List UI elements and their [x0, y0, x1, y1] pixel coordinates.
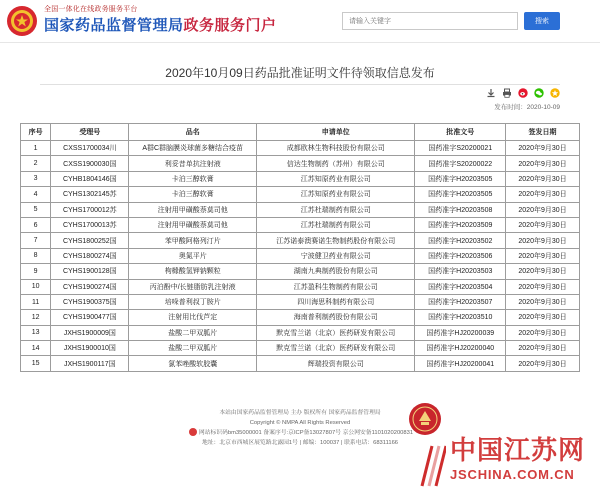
- cell-product-name: 氯苯唑酸软胶囊: [129, 356, 257, 371]
- weibo-icon[interactable]: [518, 88, 528, 98]
- cell-product-name: 注射用甲磺酸萘莫司他: [129, 217, 257, 232]
- table-row: [21, 248, 580, 263]
- cell-approval-no: 国药准字H20203503: [415, 264, 506, 279]
- cell-approval-no: 国药准字S20200021: [415, 141, 506, 156]
- platform-banner[interactable]: 全国一体化在线政务服务平台: [44, 6, 138, 13]
- publish-date: 发布时间：2020-10-09: [494, 104, 560, 111]
- table-row: [21, 156, 580, 171]
- watermark: [420, 430, 600, 497]
- cell-product-name: 培哚普利叔丁胺片: [129, 294, 257, 309]
- download-icon[interactable]: [486, 88, 496, 98]
- cell-product-name: 卡泊三醇软膏: [129, 171, 257, 186]
- cell-approval-no: 国药准字H20203506: [415, 248, 506, 263]
- table-row: [21, 279, 580, 294]
- table-header-row: [21, 124, 580, 141]
- search-bar: [342, 12, 560, 30]
- table-row: [21, 325, 580, 340]
- cell-acceptance-no: CYHS1900375国: [51, 294, 129, 309]
- site-title[interactable]: [44, 14, 277, 35]
- cell-index: 3: [21, 171, 51, 186]
- table-row: [21, 341, 580, 356]
- cell-acceptance-no: CYHS1900274国: [51, 279, 129, 294]
- cell-product-name: 卡泊三醇软膏: [129, 187, 257, 202]
- wechat-icon[interactable]: [534, 88, 544, 98]
- cell-acceptance-no: CXSS1700034川: [51, 141, 129, 156]
- qzone-icon[interactable]: [550, 88, 560, 98]
- cell-issue-date: 2020年9月30日: [506, 202, 580, 217]
- cell-index: 12: [21, 310, 51, 325]
- table-row: [21, 217, 580, 232]
- national-emblem-icon: [6, 5, 38, 37]
- cell-approval-no: 国药准字H20203510: [415, 310, 506, 325]
- header-approval-no: 批准文号: [415, 124, 506, 141]
- watermark-url: JSCHINA.COM.CN: [450, 467, 575, 482]
- cell-acceptance-no: CYHB1804146国: [51, 171, 129, 186]
- cell-applicant: 湖南九典制药股份有限公司: [257, 264, 415, 279]
- cell-acceptance-no: CYHS1900128国: [51, 264, 129, 279]
- cell-applicant: 江苏诺泰澳赛诺生物制药股份有限公司: [257, 233, 415, 248]
- table-row: [21, 264, 580, 279]
- approval-table: [20, 123, 580, 372]
- cell-acceptance-no: CYHS1900477国: [51, 310, 129, 325]
- watermark-text: 中国江苏网: [450, 435, 586, 465]
- cell-approval-no: 国药准字HJ20200040: [415, 341, 506, 356]
- cell-issue-date: 2020年9月30日: [506, 233, 580, 248]
- cell-approval-no: 国药准字H20203505: [415, 187, 506, 202]
- cell-applicant: 江苏知原药业有限公司: [257, 171, 415, 186]
- search-button[interactable]: 搜索: [524, 12, 560, 30]
- cell-issue-date: 2020年9月30日: [506, 341, 580, 356]
- article-tools: [486, 88, 560, 98]
- search-input[interactable]: [342, 12, 518, 30]
- cell-index: 1: [21, 141, 51, 156]
- cell-index: 8: [21, 248, 51, 263]
- cell-issue-date: 2020年9月30日: [506, 356, 580, 371]
- cell-approval-no: 国药准字H20203509: [415, 217, 506, 232]
- cell-acceptance-no: JXHS1900010国: [51, 341, 129, 356]
- table-row: [21, 171, 580, 186]
- cell-product-name: 注射用甲磺酸萘莫司他: [129, 202, 257, 217]
- cell-product-name: 苯甲酸阿格列汀片: [129, 233, 257, 248]
- header-index: 序号: [21, 124, 51, 141]
- cell-applicant: 辉瑞投资有限公司: [257, 356, 415, 371]
- footer-line-4: 地址：北京市西城区展览路北露园1号 | 邮编：100037 | 联系电话：68311166: [201, 440, 399, 446]
- approval-table-wrapper: [0, 123, 600, 372]
- cell-applicant: 江苏知原药业有限公司: [257, 187, 415, 202]
- cell-index: 10: [21, 279, 51, 294]
- footer-line-3-text: 网站标识码bm35000001 备案序号:京ICP备13027807号 京公网安备1101020200831: [198, 430, 414, 436]
- print-icon[interactable]: [502, 88, 512, 98]
- cell-index: 15: [21, 356, 51, 371]
- cell-issue-date: 2020年9月30日: [506, 187, 580, 202]
- cell-acceptance-no: CYHS1800274国: [51, 248, 129, 263]
- cell-applicant: 江苏杜瑞制药有限公司: [257, 217, 415, 232]
- cell-applicant: 默克雪兰诺（北京）医药研发有限公司: [257, 341, 415, 356]
- header-applicant: 申请单位: [257, 124, 415, 141]
- table-row: [21, 294, 580, 309]
- cell-applicant: 成都欧林生物科技股份有限公司: [257, 141, 415, 156]
- cell-applicant: 信达生物制药（苏州）有限公司: [257, 156, 415, 171]
- cell-product-name: 盐酸二甲双胍片: [129, 325, 257, 340]
- footer-line-2: Copyright © NMPA All Rights Reserved: [249, 420, 351, 426]
- site-header: [0, 0, 600, 43]
- cell-approval-no: 国药准字H20203502: [415, 233, 506, 248]
- cell-index: 14: [21, 341, 51, 356]
- cell-approval-no: 国药准字S20200022: [415, 156, 506, 171]
- cell-acceptance-no: CYHS1700013苏: [51, 217, 129, 232]
- cell-issue-date: 2020年9月30日: [506, 141, 580, 156]
- cell-applicant: 四川海思科制药有限公司: [257, 294, 415, 309]
- cell-approval-no: 国药准字H20203504: [415, 279, 506, 294]
- header-acceptance-no: 受理号: [51, 124, 129, 141]
- cell-issue-date: 2020年9月30日: [506, 325, 580, 340]
- table-row: [21, 356, 580, 371]
- page-title: 2020年10月09日药品批准证明文件待领取信息发布: [165, 66, 435, 80]
- cell-product-name: 利妥昔单抗注射液: [129, 156, 257, 171]
- table-row: [21, 141, 580, 156]
- cell-applicant: 海南普利制药股份有限公司: [257, 310, 415, 325]
- cell-issue-date: 2020年9月30日: [506, 248, 580, 263]
- cell-product-name: 盐酸二甲双胍片: [129, 341, 257, 356]
- cell-index: 5: [21, 202, 51, 217]
- cell-product-name: 丙泊酚中/长链脂肪乳注射液: [129, 279, 257, 294]
- table-row: [21, 233, 580, 248]
- cell-applicant: 江苏杜瑞制药有限公司: [257, 202, 415, 217]
- cell-approval-no: 国药准字HJ20200041: [415, 356, 506, 371]
- cell-issue-date: 2020年9月30日: [506, 279, 580, 294]
- cell-issue-date: 2020年9月30日: [506, 156, 580, 171]
- table-row: [21, 202, 580, 217]
- cell-index: 6: [21, 217, 51, 232]
- cell-issue-date: 2020年9月30日: [506, 264, 580, 279]
- cell-index: 11: [21, 294, 51, 309]
- cell-issue-date: 2020年9月30日: [506, 294, 580, 309]
- cell-approval-no: 国药准字H20203507: [415, 294, 506, 309]
- cell-applicant: 默克雪兰诺（北京）医药研发有限公司: [257, 325, 415, 340]
- header-issue-date: 签发日期: [506, 124, 580, 141]
- cell-issue-date: 2020年9月30日: [506, 310, 580, 325]
- cell-applicant: 宁波健卫药业有限公司: [257, 248, 415, 263]
- cell-index: 7: [21, 233, 51, 248]
- table-row: [21, 187, 580, 202]
- table-row: [21, 310, 580, 325]
- footer-line-1: 本站由国家药品监督管理局 主办 版权所有 国家药品监督管理局: [219, 410, 381, 416]
- site-title-suffix: 政务服务门户: [183, 17, 277, 34]
- table-body: [21, 141, 580, 372]
- cell-index: 4: [21, 187, 51, 202]
- cell-product-name: 枸橼酸氢钾钠颗粒: [129, 264, 257, 279]
- cell-approval-no: 国药准字HJ20200039: [415, 325, 506, 340]
- cell-index: 2: [21, 156, 51, 171]
- cell-acceptance-no: CYHS1302145苏: [51, 187, 129, 202]
- cell-product-name: 奥氮平片: [129, 248, 257, 263]
- cell-acceptance-no: JXHS1900117国: [51, 356, 129, 371]
- cell-index: 13: [21, 325, 51, 340]
- cell-acceptance-no: CXSS1900030国: [51, 156, 129, 171]
- cell-applicant: 江苏盈科生物制药有限公司: [257, 279, 415, 294]
- cell-index: 9: [21, 264, 51, 279]
- cell-issue-date: 2020年9月30日: [506, 217, 580, 232]
- cell-product-name: 注射用比伐芦定: [129, 310, 257, 325]
- watermark-stripes-icon: [420, 438, 446, 488]
- site-title-main: 国家药品监督管理局: [44, 17, 184, 34]
- cell-acceptance-no: CYHS1800252国: [51, 233, 129, 248]
- header-product-name: 品名: [129, 124, 257, 141]
- cell-acceptance-no: CYHS1700012苏: [51, 202, 129, 217]
- cell-acceptance-no: JXHS1900009国: [51, 325, 129, 340]
- cell-product-name: A群C群脑膜炎球菌多糖结合疫苗: [129, 141, 257, 156]
- cell-issue-date: 2020年9月30日: [506, 171, 580, 186]
- title-divider: [40, 84, 560, 85]
- cell-approval-no: 国药准字H20203508: [415, 202, 506, 217]
- cell-approval-no: 国药准字H20203505: [415, 171, 506, 186]
- police-badge-icon: [189, 428, 197, 436]
